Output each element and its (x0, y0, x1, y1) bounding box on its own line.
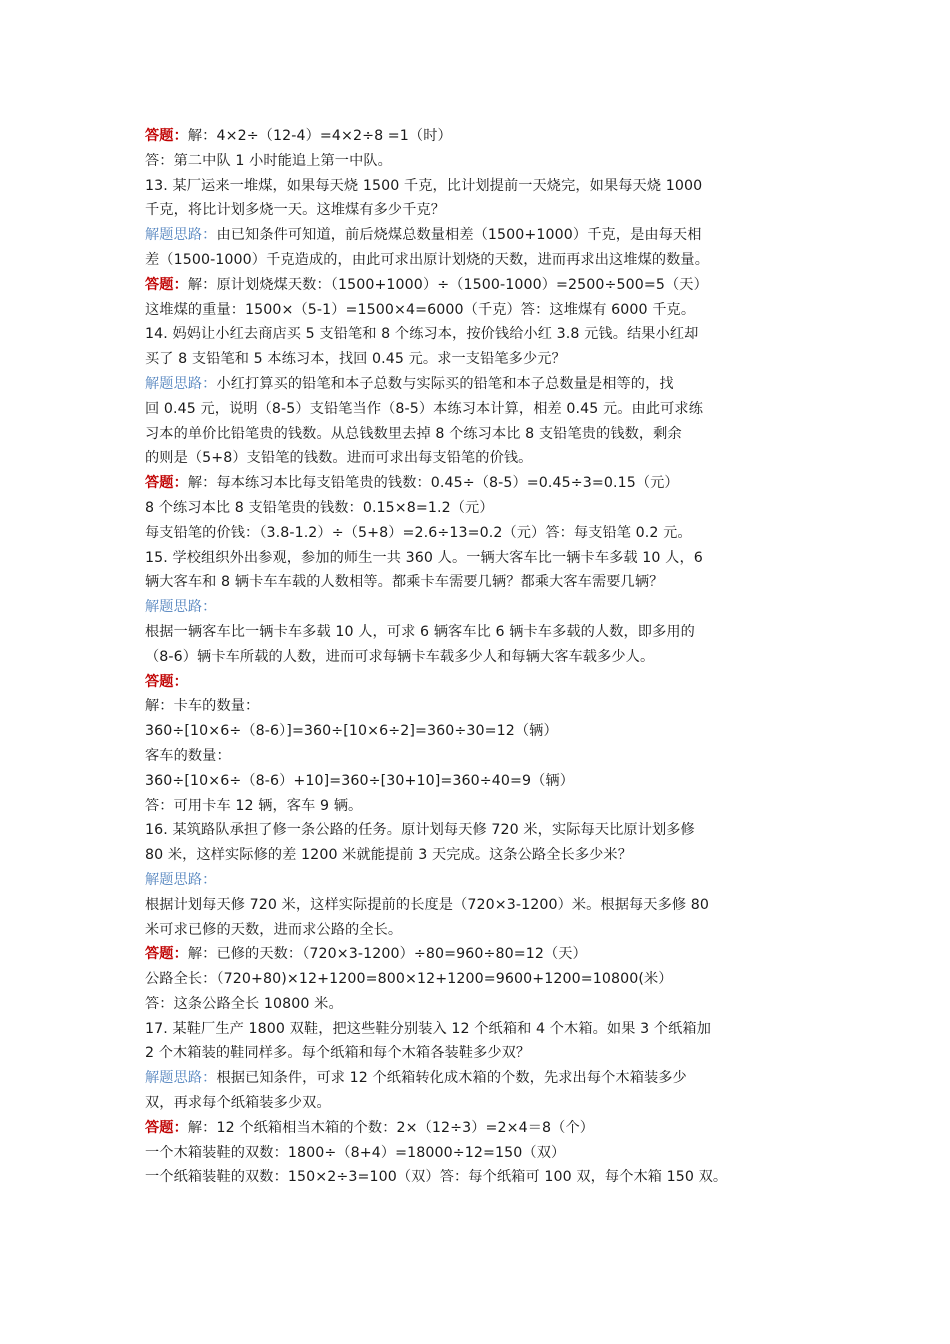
text-line (145, 570, 815, 595)
line-text: 360÷[10×6÷（8-6）+10]=360÷[30+10]=360÷40=9（辆） (145, 772, 574, 789)
answer-label: 答题： (145, 1119, 188, 1136)
answer-label: 答题： (145, 276, 188, 293)
line-text: 米可求已修的天数，进而求公路的全长。 (145, 921, 403, 938)
line-text: 差（1500-1000）千克造成的，由此可求出原计划烧的天数，进而再求出这堆煤的数量。 (145, 251, 710, 268)
line-text: 360÷[10×6÷（8-6）]=360÷[10×6÷2]=360÷30=12（辆） (145, 723, 558, 740)
line-text: 16. 某筑路队承担了修一条公路的任务。原计划每天修 720 米，实际每天比原计划多修 (145, 822, 695, 839)
answer-label: 答题： (145, 673, 188, 690)
text-line (145, 198, 815, 223)
line-text: 小红打算买的铅笔和本子总数与实际买的铅笔和本子总数量是相等的，找 (216, 375, 674, 392)
text-line (145, 1116, 815, 1141)
text-line (145, 694, 815, 719)
line-text: 13. 某厂运来一堆煤，如果每天烧 1500 千克，比计划提前一天烧完，如果每天烧 1000 (145, 177, 703, 194)
line-text: 答：可用卡车 12 辆，客车 9 辆。 (145, 797, 363, 814)
text-line (145, 868, 815, 893)
text-line (145, 744, 815, 769)
line-text: 公路全长：（720+80)×12+1200=800×12+1200=9600+1200=10800(米） (145, 971, 673, 988)
text-line (145, 670, 815, 695)
line-text: 买了 8 支铅笔和 5 本练习本，找回 0.45 元。求一支铅笔多少元？ (145, 351, 566, 368)
line-text: 解：原计划烧煤天数：（1500+1000）÷（1500-1000）=2500÷500=5（天） (187, 276, 708, 293)
text-line (145, 1091, 815, 1116)
text-line (145, 546, 815, 571)
text-line (145, 942, 815, 967)
line-text: 解：已修的天数：（720×3-1200）÷80=960÷80=12（天） (187, 946, 587, 963)
answer-label: 答题： (145, 946, 188, 963)
line-text: 80 米，这样实际修的差 1200 米就能提前 3 天完成。这条公路全长多少米？ (145, 847, 632, 864)
text-line (145, 174, 815, 199)
text-line (145, 893, 815, 918)
text-line (145, 471, 815, 496)
line-text: 一个木箱装鞋的双数：1800÷（8+4）=18000÷12=150（双） (145, 1144, 566, 1161)
document-body (145, 124, 815, 1190)
line-text: 17. 某鞋厂生产 1800 双鞋，把这些鞋分别装入 12 个纸箱和 4 个木箱。如果 3 个纸箱加 (145, 1020, 711, 1037)
text-line (145, 397, 815, 422)
line-text: 一个纸箱装鞋的双数：150×2÷3=100（双）答：每个纸箱可 100 双，每个木箱 150 双。 (145, 1169, 728, 1186)
text-line (145, 1141, 815, 1166)
solution-idea-label: 解题思路： (145, 227, 217, 244)
text-line (145, 1165, 815, 1190)
line-text: 根据计划每天修 720 米，这样实际提前的长度是（720×3-1200）米。根据每天多修 80 (145, 896, 710, 913)
line-text: 回 0.45 元，说明（8-5）支铅笔当作（8-5）本练习本计算，相差 0.45 元。由此可求练 (145, 400, 703, 417)
line-text: 每支铅笔的价钱：（3.8-1.2）÷（5+8）=2.6÷13=0.2（元）答：每支铅笔 0.2 元。 (145, 524, 692, 541)
text-line (145, 1066, 815, 1091)
text-line (145, 298, 815, 323)
text-line (145, 1041, 815, 1066)
text-line (145, 521, 815, 546)
text-line (145, 223, 815, 248)
line-text: 15. 学校组织外出参观，参加的师生一共 360 人。一辆大客车比一辆卡车多载 10 人，6 (145, 549, 703, 566)
text-line (145, 794, 815, 819)
line-text: 客车的数量： (145, 747, 231, 764)
line-text: 根据一辆客车比一辆卡车多载 10 人，可求 6 辆客车比 6 辆卡车多载的人数，即多用的 (145, 623, 695, 640)
answer-label: 答题： (145, 128, 188, 144)
line-text: 答：这条公路全长 10800 米。 (145, 995, 343, 1012)
line-text: 解：4×2÷（12-4）=4×2÷8 =1（时） (187, 128, 452, 144)
line-text: 辆大客车和 8 辆卡车车载的人数相等。都乘卡车需要几辆？都乘大客车需要几辆？ (145, 574, 664, 591)
text-line (145, 992, 815, 1017)
line-text: 这堆煤的重量：1500×（5-1）=1500×4=6000（千克）答：这堆煤有 6000 千克。 (145, 301, 696, 318)
text-line (145, 347, 815, 372)
line-text: 解：12 个纸箱相当木箱的个数：2×（12÷3）=2×4＝8（个） (187, 1119, 595, 1136)
answer-label: 答题： (145, 475, 188, 492)
solution-idea-label: 解题思路： (145, 1070, 217, 1087)
text-line (145, 124, 815, 149)
text-line (145, 645, 815, 670)
text-line (145, 620, 815, 645)
line-text: 千克，将比计划多烧一天。这堆煤有多少千克？ (145, 202, 446, 219)
line-text: 解：每本练习本比每支铅笔贵的钱数：0.45÷（8-5）=0.45÷3=0.15（元） (187, 475, 679, 492)
solution-idea-label: 解题思路： (145, 599, 217, 616)
text-line (145, 595, 815, 620)
text-line (145, 967, 815, 992)
text-line (145, 496, 815, 521)
line-text: 2 个木箱装的鞋同样多。每个纸箱和每个木箱各装鞋多少双？ (145, 1045, 531, 1062)
text-line (145, 273, 815, 298)
line-text: 由已知条件可知道，前后烧煤总数量相差（1500+1000）千克，是由每天相 (216, 227, 702, 244)
text-line (145, 446, 815, 471)
text-line (145, 918, 815, 943)
line-text: （8-6）辆卡车所载的人数，进而可求每辆卡车载多少人和每辆大客车载多少人。 (145, 648, 655, 665)
line-text: 解：卡车的数量： (145, 698, 260, 715)
solution-idea-label: 解题思路： (145, 871, 217, 888)
line-text: 8 个练习本比 8 支铅笔贵的钱数：0.15×8=1.2（元） (145, 499, 494, 516)
line-text: 根据已知条件，可求 12 个纸箱转化成木箱的个数，先求出每个木箱装多少 (216, 1070, 687, 1087)
text-line (145, 322, 815, 347)
text-line (145, 422, 815, 447)
text-line (145, 719, 815, 744)
line-text: 双，再求每个纸箱装多少双。 (145, 1095, 331, 1112)
text-line (145, 1017, 815, 1042)
line-text: 的则是（5+8）支铅笔的钱数。进而可求出每支铅笔的价钱。 (145, 450, 533, 467)
line-text: 答：第二中队 1 小时能追上第一中队。 (145, 152, 392, 169)
text-line (145, 248, 815, 273)
text-line (145, 843, 815, 868)
text-line (145, 149, 815, 174)
line-text: 14. 妈妈让小红去商店买 5 支铅笔和 8 个练习本，按价钱给小红 3.8 元钱。结果小红却 (145, 326, 699, 343)
text-line (145, 769, 815, 794)
solution-idea-label: 解题思路： (145, 375, 217, 392)
text-line (145, 818, 815, 843)
line-text: 习本的单价比铅笔贵的钱数。从总钱数里去掉 8 个练习本比 8 支铅笔贵的钱数，剩余 (145, 425, 682, 442)
text-line (145, 372, 815, 397)
